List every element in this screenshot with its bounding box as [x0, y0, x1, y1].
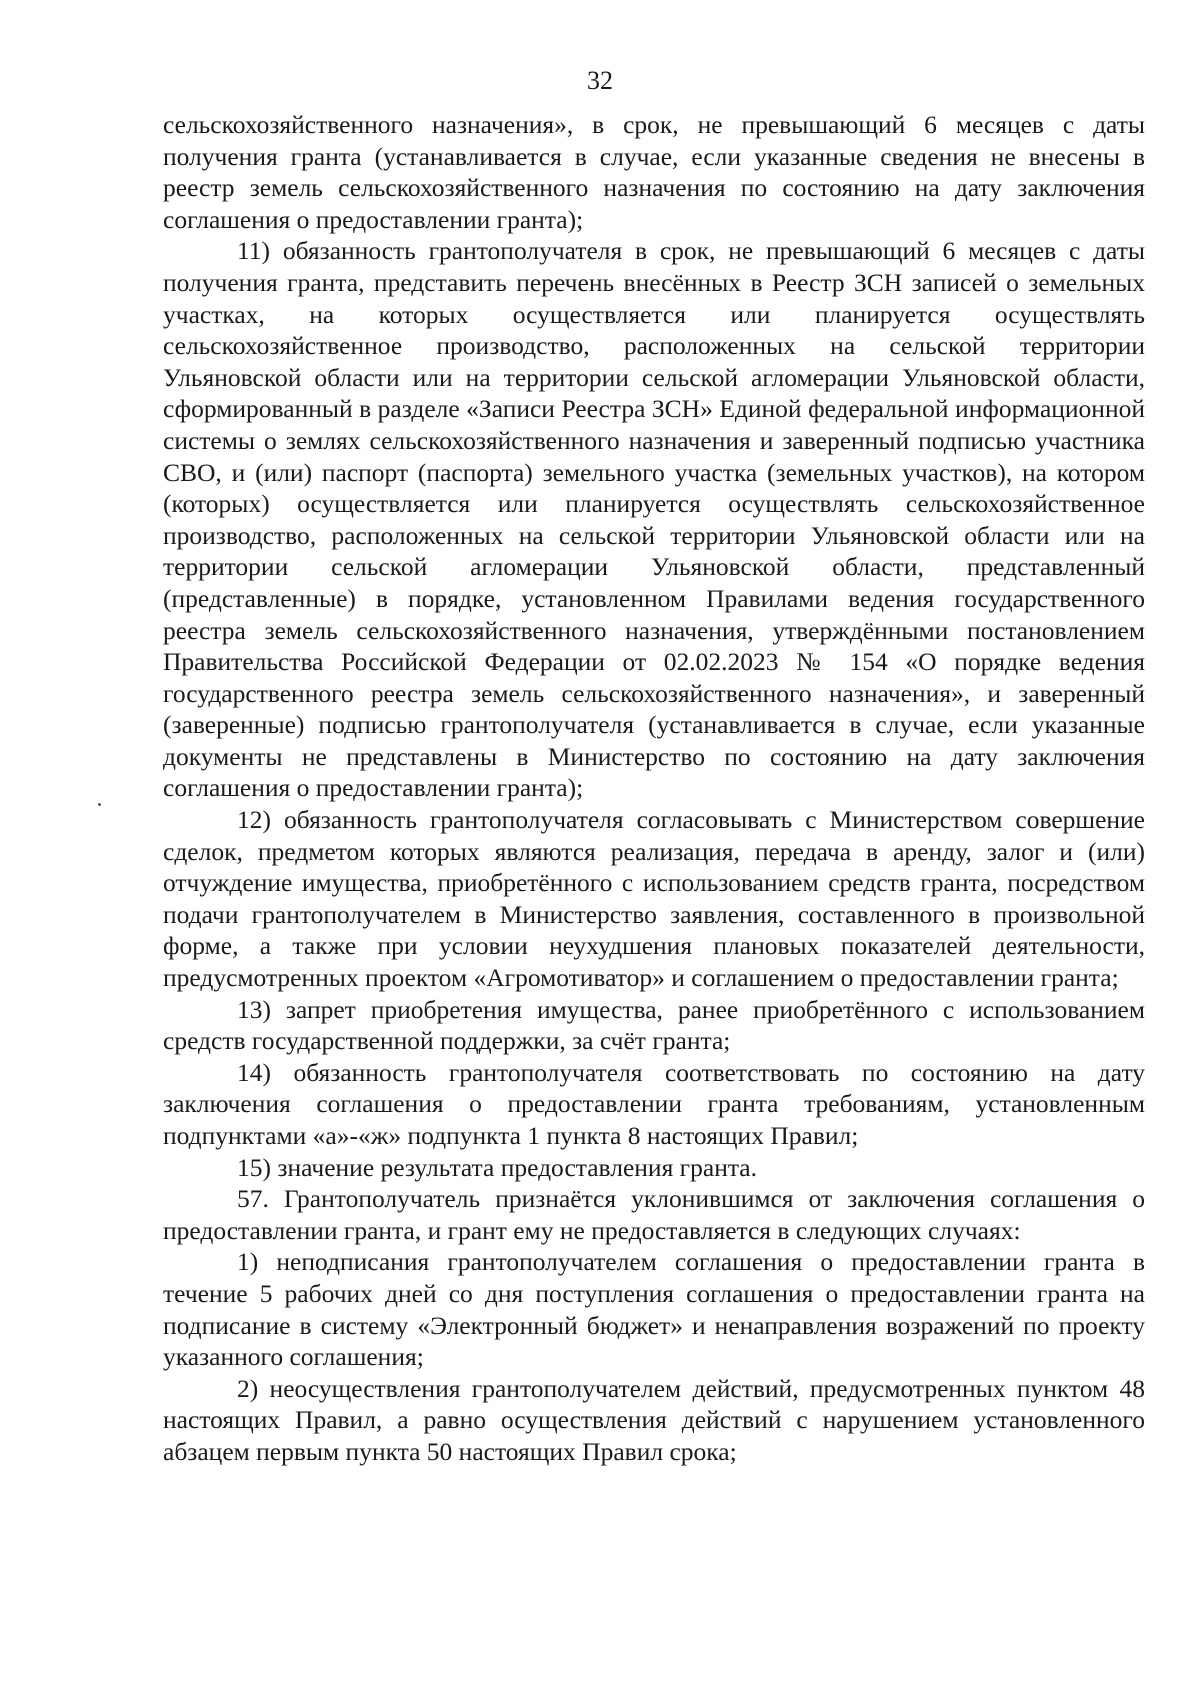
paragraph-item-15: 15) значение результата предоставления гранта. [237, 1152, 757, 1182]
paragraph-item-14: 14) обязанность грантополучателя соответствовать по состоянию на дату заключения соглашения о предоставлении гранта требованиям, установленным подпунктами «а»-«ж» подпункта 1 пункта 8 настоящих Правил; [163, 1057, 1145, 1150]
paragraph-section-57: 57. Грантополучатель признаётся уклонившимся от заключения соглашения о предоставлении гранта, и грант ему не предоставляется в следующих случаях: [163, 1184, 1145, 1245]
scan-speck [98, 803, 101, 806]
paragraph-item-13: 13) запрет приобретения имущества, ранее приобретённого с использованием средств государственной поддержки, за счёт гранта; [163, 994, 1145, 1056]
paragraph-item-12: 12) обязанность грантополучателя согласовывать с Министерством совершение сделок, предметом которых являются реализация, передача в аренду, залог и (или) отчуждение имущества, приобретённого с использованием средств гранта, посредством подачи грантополучателем в Министерство заявления, составленного в произвольной форме, а также при условии неухудшения плановых показателей деятельности, предусмотренных проектом «Агромотиватор» и соглашением о предоставлении гранта; [163, 805, 1145, 993]
paragraph-continuation: сельскохозяйственного назначения», в срок, не превышающий 6 месяцев с даты получения гранта (устанавливается в случае, если указанные сведения не внесены в реестр земель сельскохозяйственного назначения по состоянию на дату заключения соглашения о предоставлении гранта); [163, 110, 1145, 234]
paragraph-item-11: 11) обязанность грантополучателя в срок, не превышающий 6 месяцев с даты получения гранта, представить перечень внесённых в Реестр ЗСН записей о земельных участках, на которых осуществляется или планируется осуществлять сельскохозяйственное производство, расположенных на сельской территории Ульяновской области или на территории сельской агломерации Ульяновской области, сформированный в разделе «Записи Реестра ЗСН» Единой федеральной информационной системы о землях сельскохозяйственного назначения и заверенный подписью участника СВО, и (или) паспорт (паспорта) земельного участка (земельных участков), на котором (которых) осуществляется или планируется осуществлять сельскохозяйственное производство, расположенных на сельской территории Ульяновской области или на территории сельской агломерации Ульяновской области, представленный (представленные) в порядке, установленном Правилами ведения государственного реестра земель сельскохозяйственного назначения, утверждёнными постановлением Правительства Российской Федерации от 02.02.2023 № 154 «О порядке ведения государственного реестра земель сельскохозяйственного назначения», и заверенный (заверенные) подписью грантополучателя (устанавливается в случае, если указанные документы не представлены в Министерство по состоянию на дату заключения соглашения о предоставлении гранта); [163, 236, 1145, 803]
paragraph-case-2: 2) неосуществления грантополучателем действий, предусмотренных пунктом 48 настоящих Правил, а равно осуществления действий с нарушением установленного абзацем первым пункта 50 настоящих Правил срока; [163, 1373, 1145, 1466]
document-body [163, 109, 1145, 1468]
page-number: 32 [587, 66, 613, 95]
paragraph-case-1: 1) неподписания грантополучателем соглашения о предоставлении гранта в течение 5 рабочих дней со дня поступления соглашения о предоставлении гранта на подписание в систему «Электронный бюджет» и ненаправления возражений по проекту указанного соглашения; [163, 1247, 1145, 1372]
